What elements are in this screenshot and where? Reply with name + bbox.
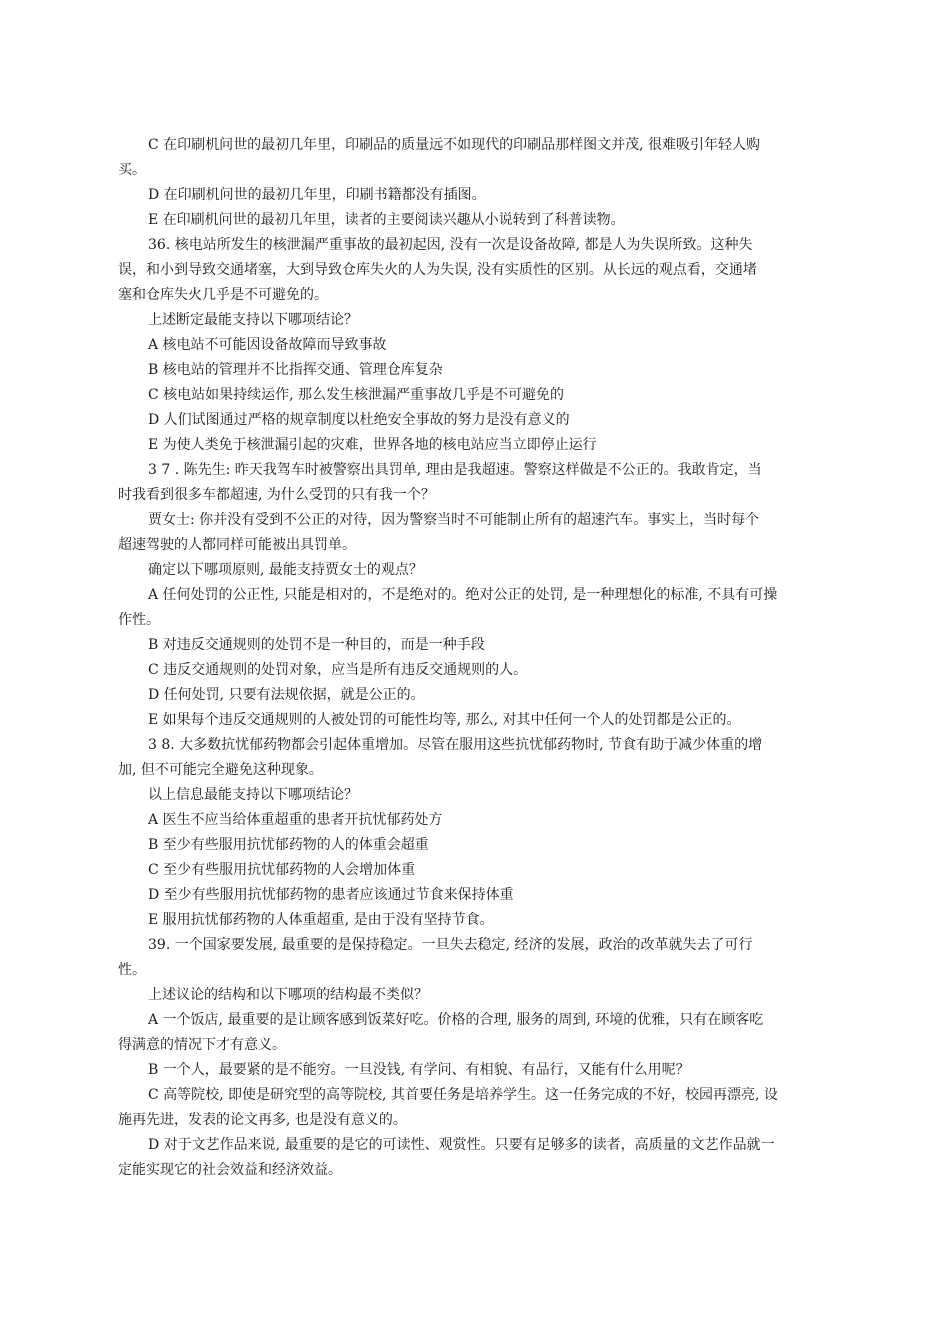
paragraph <box>118 583 828 633</box>
paragraph-continuation: 买。 <box>118 162 146 178</box>
text-line: B 一个人，最要紧的是不能穷。一旦没钱, 有学问、有相貌、有品行，又能有什么用呢？ <box>148 1062 690 1078</box>
text-line: 上述议论的结构和以下哪项的结构最不类似？ <box>148 987 428 1003</box>
paragraph-continuation: 塞和仓库失火几乎是不可避免的。 <box>118 287 328 303</box>
paragraph <box>118 1083 828 1133</box>
paragraph-first-line: 贾女士: 你并没有受到不公正的对待，因为警察当时不可能制止所有的超速汽车。事实上，当时每个 <box>148 512 760 528</box>
paragraph-first-line: A 任何处罚的公正性, 只能是相对的，不是绝对的。绝对公正的处罚, 是一种理想化的标准, 不具有可操 <box>148 587 778 603</box>
paragraph-continuation: 施再先进，发表的论文再多, 也是没有意义的。 <box>118 1112 407 1128</box>
paragraph <box>118 508 828 558</box>
text-line: A 核电站不可能因设备故障而导致事故 <box>148 337 387 353</box>
paragraph-first-line: 3 7 . 陈先生: 昨天我驾车时被警察出具罚单, 理由是我超速。警察这样做是不公正的。我敢肯定，当 <box>148 462 762 478</box>
text-line: A 医生不应当给体重超重的患者开抗忧郁药处方 <box>148 812 443 828</box>
text-line: E 服用抗忧郁药物的人体重超重, 是由于没有坚持节食。 <box>148 912 494 928</box>
paragraph-continuation: 超速驾驶的人都同样可能被出具罚单。 <box>118 537 356 553</box>
paragraph-continuation: 误，和小到导致交通堵塞，大到导致仓库失火的人为失误, 没有实质性的区别。从长远的观点看，交通堵 <box>118 262 757 278</box>
paragraph-continuation: 加, 但不可能完全避免这种现象。 <box>118 762 323 778</box>
paragraph-continuation: 性。 <box>118 962 146 978</box>
paragraph-first-line: 36. 核电站所发生的核泄漏严重事故的最初起因, 没有一次是设备故障, 都是人为失误所致。这种失 <box>148 237 753 253</box>
paragraph-first-line: C 高等院校, 即使是研究型的高等院校, 其首要任务是培养学生。这一任务完成的不好，校园再漂亮, 设 <box>148 1087 778 1103</box>
text-line: D 任何处罚, 只要有法规依据，就是公正的。 <box>148 687 425 703</box>
text-line: E 在印刷机问世的最初几年里，读者的主要阅读兴趣从小说转到了科普读物。 <box>148 212 625 228</box>
paragraph-continuation: 时我看到很多车都超速, 为什么受罚的只有我一个？ <box>118 487 435 503</box>
text-line: 上述断定最能支持以下哪项结论？ <box>148 312 358 328</box>
text-line: D 在印刷机问世的最初几年里，印刷书籍都没有插图。 <box>148 187 486 203</box>
paragraph-first-line: 3 8. 大多数抗忧郁药物都会引起体重增加。尽管在服用这些抗忧郁药物时, 节食有助于减少体重的增 <box>148 737 763 753</box>
paragraph <box>118 1133 828 1183</box>
document-body <box>118 133 828 1183</box>
paragraph <box>118 133 828 183</box>
text-line: 以上信息最能支持以下哪项结论？ <box>148 787 358 803</box>
text-line: C 违反交通规则的处罚对象，应当是所有违反交通规则的人。 <box>148 662 528 678</box>
text-line: C 至少有些服用抗忧郁药物的人会增加体重 <box>148 862 416 878</box>
paragraph-first-line: D 对于文艺作品来说, 最重要的是它的可读性、观赏性。只要有足够多的读者，高质量的文艺作品就一 <box>148 1137 775 1153</box>
text-line: 确定以下哪项原则, 最能支持贾女士的观点？ <box>148 562 423 578</box>
paragraph-first-line: C 在印刷机问世的最初几年里，印刷品的质量远不如现代的印刷品那样图文并茂, 很难吸引年轻人购 <box>148 137 761 153</box>
paragraph <box>118 1008 828 1058</box>
text-line: D 至少有些服用抗忧郁药物的患者应该通过节食来保持体重 <box>148 887 514 903</box>
paragraph <box>118 733 828 783</box>
text-line: C 核电站如果持续运作, 那么发生核泄漏严重事故几乎是不可避免的 <box>148 387 565 403</box>
text-line: E 如果每个违反交通规则的人被处罚的可能性均等, 那么, 对其中任何一个人的处罚都是公正的。 <box>148 712 741 728</box>
paragraph-first-line: A 一个饭店, 最重要的是让顾客感到饭菜好吃。价格的合理, 服务的周到, 环境的优雅，只有在顾客吃 <box>148 1012 764 1028</box>
paragraph-first-line: 39. 一个国家要发展, 最重要的是保持稳定。一旦失去稳定, 经济的发展，政治的改革就失去了可行 <box>148 937 753 953</box>
text-line: B 至少有些服用抗忧郁药物的人的体重会超重 <box>148 837 429 853</box>
text-line: B 对违反交通规则的处罚不是一种目的，而是一种手段 <box>148 637 485 653</box>
paragraph-continuation: 作性。 <box>118 612 160 628</box>
paragraph-continuation: 定能实现它的社会效益和经济效益。 <box>118 1162 342 1178</box>
paragraph <box>118 233 828 308</box>
paragraph <box>118 933 828 983</box>
text-line: D 人们试图通过严格的规章制度以杜绝安全事故的努力是没有意义的 <box>148 412 570 428</box>
paragraph-continuation: 得满意的情况下才有意义。 <box>118 1037 286 1053</box>
text-line: B 核电站的管理并不比指挥交通、管理仓库复杂 <box>148 362 443 378</box>
paragraph <box>118 458 828 508</box>
text-line: E 为使人类免于核泄漏引起的灾难，世界各地的核电站应当立即停止运行 <box>148 437 597 453</box>
